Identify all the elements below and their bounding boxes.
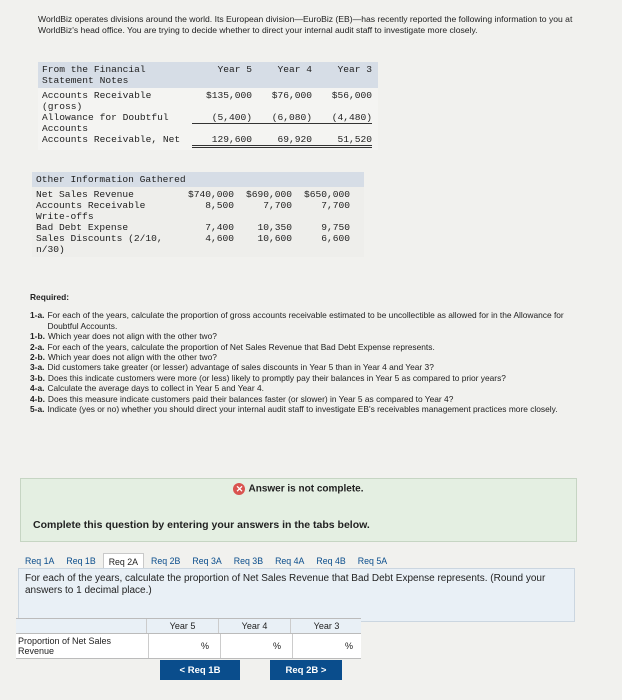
- col-year4: Year 4: [218, 619, 290, 633]
- answer-status-box: [20, 478, 577, 542]
- cell: 10,350: [257, 222, 292, 233]
- tab-req-1a[interactable]: Req 1A: [20, 553, 59, 570]
- required-text: Calculate the average days to collect in Year 5 and Year 4.: [47, 383, 264, 394]
- required-item: [30, 394, 590, 404]
- question-panel: [18, 568, 575, 622]
- next-req-button[interactable]: Req 2B >: [270, 660, 342, 680]
- required-num: 4-a.: [30, 383, 45, 394]
- question-text: For each of the years, calculate the proportion of Net Sales Revenue that Bad Debt Expense represents. (Round your answers to 1 decimal place.): [25, 573, 546, 596]
- cell: 7,700: [321, 200, 350, 211]
- cell: $56,000: [331, 90, 372, 101]
- other-info-body: [32, 187, 364, 257]
- answer-table-header: [16, 618, 361, 633]
- col-year3: Year 3: [290, 619, 362, 633]
- row-label: Accounts Receivable (gross): [42, 90, 152, 112]
- required-section: [30, 292, 590, 414]
- answer-input-year4[interactable]: [221, 636, 273, 656]
- table-row: [36, 222, 360, 233]
- cell: $650,000: [303, 189, 350, 200]
- required-text: Did customers take greater (or lesser) advantage of sales discounts in Year 5 than in Year 4 and Year 3?: [47, 362, 434, 373]
- table-row: [42, 90, 374, 112]
- answer-cell-year5: [148, 634, 220, 658]
- other-info-header: Other Information Gathered: [32, 172, 364, 187]
- required-text: For each of the years, calculate the proportion of Net Sales Revenue that Bad Debt Expense represents.: [47, 341, 435, 352]
- financial-header: [38, 62, 378, 88]
- row-label: Net Sales Revenue: [36, 189, 134, 200]
- answer-input-year5[interactable]: [149, 636, 201, 656]
- required-num: 4-b.: [30, 393, 45, 404]
- cell: (4,480): [312, 112, 372, 124]
- answer-status-text: Answer is not complete.: [248, 483, 364, 495]
- percent-unit: %: [345, 641, 354, 651]
- required-num: 3-a.: [30, 362, 45, 373]
- answer-input-year3[interactable]: [293, 636, 345, 656]
- required-num: 3-b.: [30, 372, 45, 383]
- row-label: Bad Debt Expense: [36, 222, 129, 233]
- cell: 4,600: [205, 233, 234, 244]
- row-label: Sales Discounts (2/10, n/30): [36, 233, 163, 255]
- col-year4: Year 4: [277, 64, 312, 75]
- tab-req-2b[interactable]: Req 2B: [146, 553, 185, 570]
- required-item: [30, 310, 590, 331]
- required-text: Which year does not align with the other two?: [47, 352, 217, 363]
- required-num: 5-a.: [30, 404, 45, 415]
- table-row: [36, 189, 360, 200]
- cell: 8,500: [205, 200, 234, 211]
- row-label: Accounts Receivable, Net: [42, 134, 181, 145]
- cell: 51,520: [312, 134, 372, 148]
- percent-unit: %: [273, 641, 282, 651]
- row-label: Accounts Receivable Write-offs: [36, 200, 146, 222]
- required-num: 1-a.: [30, 310, 45, 321]
- cell: 10,600: [257, 233, 292, 244]
- financial-header-label: From the Financial Statement Notes: [42, 64, 146, 86]
- cell: (6,080): [252, 112, 312, 124]
- tab-req-1b[interactable]: Req 1B: [61, 553, 100, 570]
- answer-instruction: Complete this question by entering your answers in the tabs below.: [33, 519, 370, 531]
- col-year5: Year 5: [146, 619, 218, 633]
- required-text: Which year does not align with the other two?: [47, 331, 217, 342]
- required-item: [30, 342, 590, 352]
- tab-req-3b[interactable]: Req 3B: [229, 553, 268, 570]
- error-x-icon: ✕: [233, 483, 245, 495]
- required-item: [30, 352, 590, 362]
- required-num: 1-b.: [30, 331, 45, 342]
- cell: 7,700: [263, 200, 292, 211]
- header-spacer: [16, 619, 146, 633]
- required-title: Required:: [30, 292, 70, 302]
- required-text: Does this indicate customers were more (or less) likely to promptly pay their balances in Year 5 as compared to prior years?: [47, 372, 506, 383]
- answer-status: [21, 483, 576, 495]
- required-item: [30, 331, 590, 341]
- col-year5: Year 5: [217, 64, 252, 75]
- table-row: [36, 233, 360, 255]
- table-row: [42, 112, 374, 134]
- answer-table: [16, 618, 361, 659]
- cell: (5,400): [192, 112, 252, 124]
- col-year3: Year 3: [337, 64, 372, 75]
- cell: $76,000: [271, 90, 312, 101]
- table-row: [36, 200, 360, 222]
- required-num: 2-a.: [30, 341, 45, 352]
- answer-cell-year4: [220, 634, 292, 658]
- row-label: Allowance for Doubtful Accounts: [42, 112, 169, 134]
- tab-req-4a[interactable]: Req 4A: [270, 553, 309, 570]
- percent-unit: %: [201, 641, 210, 651]
- required-text: For each of the years, calculate the proportion of gross accounts receivable estimated to be uncollectible as allowed for in the Allowance for Doubtful Accounts.: [47, 310, 564, 331]
- cell: $690,000: [245, 189, 292, 200]
- tab-req-3a[interactable]: Req 3A: [187, 553, 226, 570]
- cell: 9,750: [321, 222, 350, 233]
- required-num: 2-b.: [30, 352, 45, 363]
- cell: $740,000: [187, 189, 234, 200]
- required-item: [30, 362, 590, 372]
- required-text: Does this measure indicate customers paid their balances faster (or slower) in Year 5 as compared to Year 4?: [47, 393, 454, 404]
- intro-text: WorldBiz operates divisions around the world. Its European division—EuroBiz (EB)—has recently reported the following information to you at WorldBiz's head office. You are trying to decide whether to direct your internal audit staff to investigate more closely.: [38, 14, 573, 35]
- required-item: [30, 373, 590, 383]
- cell: $135,000: [205, 90, 252, 101]
- table-row: [16, 633, 361, 659]
- required-text: Indicate (yes or no) whether you should direct your internal audit staff to investigate EB's receivables management practices more closely.: [47, 404, 558, 415]
- cell: 69,920: [252, 134, 312, 148]
- tab-req-4b[interactable]: Req 4B: [311, 553, 350, 570]
- answer-cell-year3: [292, 634, 364, 658]
- tab-req-2a[interactable]: Req 2A: [103, 553, 144, 570]
- other-info-table: [32, 172, 364, 257]
- cell: 129,600: [192, 134, 252, 148]
- financial-table: [38, 62, 378, 150]
- cell: 6,600: [321, 233, 350, 244]
- table-row: [42, 134, 374, 148]
- cell: 7,400: [205, 222, 234, 233]
- required-item: [30, 383, 590, 393]
- tab-req-5a[interactable]: Req 5A: [353, 553, 392, 570]
- row-label: Proportion of Net Sales Revenue: [18, 636, 112, 656]
- required-item: [30, 404, 590, 414]
- prev-req-button[interactable]: < Req 1B: [160, 660, 240, 680]
- financial-body: [38, 88, 378, 150]
